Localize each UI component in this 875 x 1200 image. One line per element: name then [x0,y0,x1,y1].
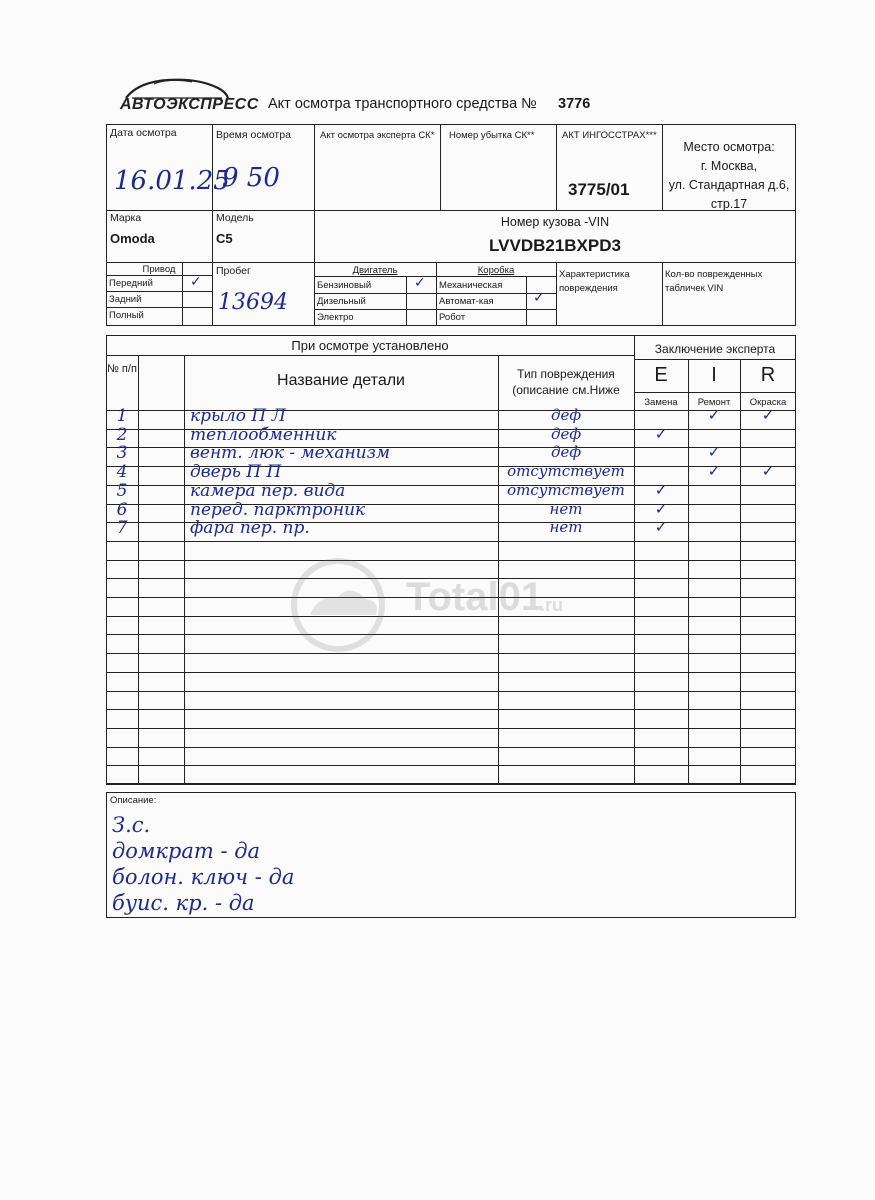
divider [314,276,556,277]
divider [106,262,796,263]
damage-char-label: Характеристика повреждения [559,269,630,294]
ingos-act-value: 3775/01 [568,180,630,199]
table-cell-n: 3 [116,443,128,464]
divider [406,276,407,326]
divider [662,262,663,326]
engine-option-electric: Электро [317,312,354,323]
watermark-suffix: .ru [540,595,564,615]
divider [556,262,557,326]
loss-number-label: Номер убытка СК** [449,130,535,141]
engine-label: Двигатель [352,265,398,276]
col-number-header: № п/п [107,363,137,375]
table-cell-n: 1 [116,406,128,426]
inspection-place [662,138,796,214]
place-line-2: ул. Стандартная д.6, [668,178,790,192]
divider [138,355,139,784]
description-line: З.с. [112,813,151,837]
col-i-header: I [711,364,717,386]
engine-petrol-check: ✓ [414,275,426,291]
table-cell-name: вент. люк - механизм [190,443,390,464]
expert-act-label: Акт осмотра эксперта СК* [320,130,435,141]
watermark-text: Total01 [406,575,544,619]
document-number: 3776 [558,96,591,112]
table-cell-name: крыло П Л [190,406,286,426]
gearbox-option-manual: Механическая [439,280,503,291]
table-cell-e: ✓ [654,518,668,537]
table-cell-type: деф [550,443,582,462]
place-label: Место осмотра: [683,140,775,154]
table-cell-type: отсутствует [507,462,625,481]
watermark-logo-icon [288,555,398,655]
document-title: Акт осмотра транспортного средства № [268,96,537,112]
brand-value: Omoda [110,231,155,246]
row-divider [106,691,796,692]
row-divider [106,709,796,710]
divider [106,355,634,356]
time-label: Время осмотра [216,129,291,141]
table-cell-type: нет [549,518,583,537]
row-divider [106,747,796,748]
table-cell-n: 2 [116,424,128,445]
date-label: Дата осмотра [110,127,177,139]
divider [212,124,213,326]
row-divider [106,784,796,785]
table-cell-e: ✓ [654,480,668,499]
logo-text: АВТОЭКСПРЕСС [120,96,259,113]
table-cell-r: ✓ [761,462,775,481]
table-cell-name: камера пер. вида [190,480,346,501]
drive-front-check: ✓ [190,274,202,290]
drive-option-front: Передний [109,278,153,289]
table-cell-n: 4 [116,462,128,483]
description-line: буис. кр. - да [112,891,255,915]
table-cell-n: 5 [116,480,128,501]
time-value: 9 50 [222,163,280,193]
row-divider [106,765,796,766]
drive-option-all: Полный [109,310,144,321]
description-text [112,812,294,916]
description-line: домкрат - да [112,839,261,863]
model-label: Модель [216,212,254,224]
place-line-1: г. Москва, [700,159,758,173]
divider [314,293,556,294]
mileage-label: Пробег [216,265,251,277]
col-name-header: Название детали [277,372,405,389]
drive-label: Привод [142,264,176,275]
divider [634,359,796,360]
table-cell-type: деф [550,424,582,443]
company-logo [118,74,259,118]
row-divider [106,541,796,542]
table-cell-e: ✓ [654,424,668,443]
divider [556,124,557,210]
gearbox-auto-check: ✓ [533,290,545,306]
watermark [288,555,588,655]
model-value: C5 [216,231,233,246]
section-title: При осмотре установлено [291,338,449,353]
divider [106,291,212,292]
date-value: 16.01.25 [114,166,230,196]
conclusion-title: Заключение эксперта [654,342,776,356]
vin-plates-label: Кол-во поврежденных табличек VIN [665,269,763,294]
description-label: Описание: [110,795,157,806]
table-cell-name: теплообменник [190,424,337,445]
table-cell-name: фара пер. пр. [190,518,310,539]
table-cell-name: перед. парктроник [190,499,366,520]
engine-option-petrol: Бензиновый [317,280,372,291]
gearbox-label: Коробка [477,265,515,276]
table-cell-i: ✓ [707,443,721,462]
divider [526,276,527,326]
brand-label: Марка [110,212,142,224]
gearbox-option-robot: Робот [439,312,466,323]
col-r-header: R [760,364,776,386]
row-divider [106,728,796,729]
col-r-sub: Окраска [749,397,787,408]
drive-option-rear: Задний [109,294,142,305]
divider [634,392,796,393]
table-cell-type: отсутствует [507,480,625,499]
col-e-header: E [654,364,668,386]
table-cell-name: дверь П П [190,462,282,483]
divider [314,309,556,310]
divider [440,124,441,210]
divider [314,124,315,210]
engine-option-diesel: Дизельный [317,296,366,307]
mileage-value: 13694 [218,290,288,315]
table-cell-i: ✓ [707,406,721,424]
row-divider [106,672,796,673]
description-line: болон. ключ - да [112,865,295,889]
gearbox-option-auto: Автомат-кая [439,296,494,307]
col-i-sub: Ремонт [697,397,731,408]
ingos-act-label: АКТ ИНГОССТРАХ*** [562,130,657,141]
col-type-header: Тип повреждения (описание см.Ниже [512,367,620,397]
table-cell-i: ✓ [707,462,721,481]
table-cell-n: 6 [116,499,128,520]
vin-value: LVVDB21BXPD3 [489,236,621,255]
table-cell-r: ✓ [761,406,775,424]
vin-label: Номер кузова -VIN [500,215,610,229]
divider [106,307,212,308]
place-line-3: стр.17 [710,197,748,211]
table-cell-type: деф [550,406,582,424]
table-cell-n: 7 [116,518,128,539]
col-e-sub: Замена [644,397,678,408]
table-cell-e: ✓ [654,499,668,518]
table-cell-type: нет [549,499,583,518]
